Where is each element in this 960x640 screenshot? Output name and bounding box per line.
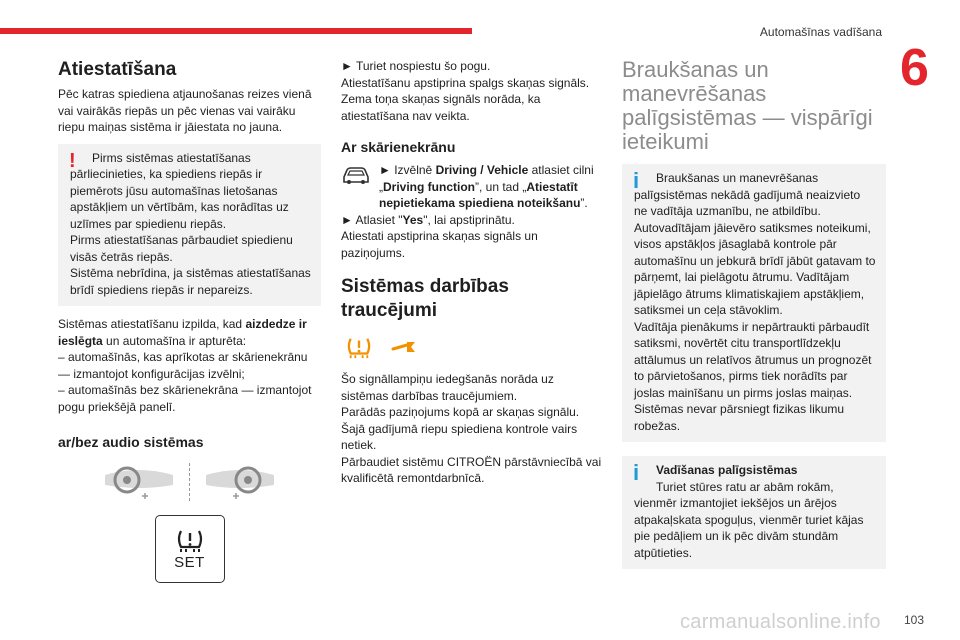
tyre-pressure-warning-icon <box>175 527 205 553</box>
info-line: vienmēr izmantojiet iekšējos un ārējos atpakaļskata spoguļus, vienmēr turiet kājas pie pedāļiem un ik pēc divām stundām atpūtieties. <box>634 496 864 560</box>
touch-step-2: ► Atlasiet "Yes", lai apstiprinātu. <box>341 212 515 227</box>
steering-wheel-right-icon <box>202 463 278 501</box>
chapter-title: Automašīnas vadīšana <box>759 25 882 39</box>
section-title-reset: Atiestatīšana <box>58 59 177 80</box>
fault-text: Parādās paziņojums kopā ar skaņas signālu. <box>341 405 580 419</box>
subsection-touchscreen: Ar skārienekrānu <box>341 139 456 155</box>
exclamation-icon: ! <box>69 149 76 172</box>
dash-item: – automašīnās, kas aprīkotas ar skārienekrānu — izmantojot konfigurācijas izvēlni; <box>58 350 308 381</box>
wrench-icon <box>391 340 417 354</box>
tyre-pressure-set-button[interactable] <box>155 515 225 583</box>
set-label: SET <box>174 553 205 571</box>
info-icon: i <box>633 168 640 193</box>
info-title: Vadīšanas palīgsistēmas <box>656 463 798 477</box>
info-line: Turiet stūres ratu ar abām rokām, <box>656 479 834 494</box>
warning-line: pārliecinieties, ka spiediens riepās ir piemērots jūsu automašīnas lietošanas apstākļiem un vērtībām, kas norādītas uz uzlīmes par spiedienu riepās. <box>70 167 289 231</box>
warning-line: Sistēma nebrīdina, ja sistēmas atiestatīšanas brīdī spiediens riepās ir nepareizs. <box>70 266 311 297</box>
steering-wheel-left-icon <box>101 463 177 501</box>
fault-text: Šo signāllampiņu iedegšanās norāda uz sistēmas darbības traucējumiem. <box>341 372 554 403</box>
warning-line: Pirms atiestatīšanas pārbaudiet spiedienu visās četrās riepās. <box>70 233 293 264</box>
reset-intro: Pēc katras spiediena atjaunošanas reizes vienā vai vairākās riepās un pēc vienas vai vairāku riepu maiņas sistēma ir jāiestata no jauna. <box>58 87 312 134</box>
info-icon: i <box>633 460 640 485</box>
page-number: 103 <box>903 613 924 627</box>
tyre-pressure-warning-icon <box>345 335 373 359</box>
column-1 <box>58 58 321 583</box>
fault-text: Šajā gadījumā riepu spiediena kontrole vairs netiek. <box>341 421 578 452</box>
info-line: Braukšanas un manevrēšanas <box>656 171 819 185</box>
press-instruction: ► Turiet nospiestu šo pogu. <box>341 59 491 73</box>
reset-condition: Sistēmas atiestatīšanu izpilda, kad aizdedze ir ieslēgta un automašīna ir apturēta: <box>58 317 307 348</box>
steering-wheel-illustration <box>58 463 321 501</box>
dash-item: – automašīnās bez skārienekrāna — izmantojot pogu priekšējā panelī. <box>58 383 312 414</box>
touchscreen-steps <box>341 162 604 212</box>
info-line: palīgsistēmas nekādā gadījumā neaizvieto ne vadītāja uzmanību, ne atbildību. <box>634 187 861 218</box>
info-line: Sistēmas nevar pārsniegt fizikas likumu robežas. <box>634 402 845 433</box>
info-line: Vadītāja pienākums ir nepārtraukti pārbaudīt satiksmi, novērtēt citu transportlīdzekļu attālumus un relatīvos ātrumus un prognozēt to pārvietošanos, pirms tiek norādīts par joslas mainīšanu un pirms joslas maiņas. <box>634 319 872 400</box>
touch-confirm: Atiestati apstiprina skaņas signāls un paziņojums. <box>341 229 538 260</box>
warning-line: Pirms sistēmas atiestatīšanas <box>92 150 251 165</box>
header-red-bar <box>0 28 472 34</box>
section-title-faults: Sistēmas darbības traucējumi <box>341 276 509 321</box>
car-icon <box>341 164 371 186</box>
info-note-driving-aids <box>622 456 886 569</box>
chapter-number: 6 <box>900 39 929 97</box>
info-note-general <box>622 164 886 442</box>
section-title-driving-aids: Braukšanas un manevrēšanas palīgsistēmas — vispārīgi ieteikumi <box>622 57 873 154</box>
illustration-divider <box>189 463 190 501</box>
subsection-audio: ar/bez audio sistēmas <box>58 434 204 450</box>
column-2 <box>341 58 604 487</box>
press-confirm: Atiestatīšanu apstiprina spalgs skaņas signāls. <box>341 75 590 90</box>
warning-note <box>58 144 321 307</box>
fault-text: Pārbaudiet sistēmu CITROËN pārstāvniecībā vai kvalificētā remontdarbnīcā. <box>341 454 602 485</box>
watermark: carmanualsonline.info <box>680 611 881 633</box>
press-fail: Zema toņa skaņas signāls norāda, ka atiestatīšana nav veikta. <box>341 92 541 123</box>
info-line: Autovadītājam jāievēro satiksmes noteikumi, visos apstākļos jāsaglabā kontrole pār automašīnu un jebkurā brīdī jābūt gatavam to pārņemt, lai pielāgotu ātrumu. Vadītājam jāpielāgo ātrums klimatiskajiem apstākļiem, satiksmei un ceļa stāvoklim. <box>634 220 876 317</box>
column-3 <box>622 58 886 579</box>
touch-step-1: ► Izvēlnē Driving / Vehicle atlasiet cilni „Driving function”, un tad „Atiestatīt nepietiekama spiediena noteikšanu”. <box>379 163 594 210</box>
fault-warning-lamps <box>345 335 604 359</box>
